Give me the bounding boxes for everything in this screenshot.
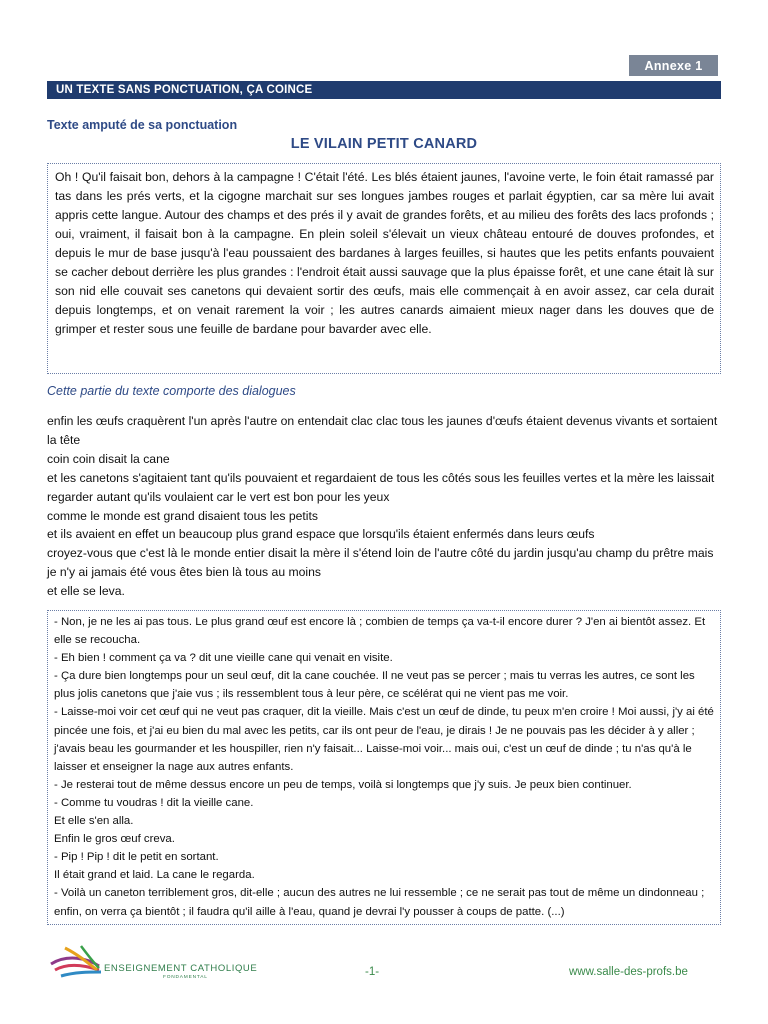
story-title: LE VILAIN PETIT CANARD: [290, 136, 478, 152]
dialogue-line: - Non, je ne les ai pas tous. Le plus grand œuf est encore là ; combien de temps ça va-t-il encore durer ? J'en ai bientôt assez. Et elle se recoucha.: [54, 616, 706, 647]
dialogue-box: [47, 610, 721, 925]
part1-text-box: Oh ! Qu'il faisait bon, dehors à la campagne ! C'était l'été. Les blés étaient jaunes, l'avoine verte, le foin était ramassé par tas dans les prés verts, et la cigogne marchait sur ses longues jambes rouges et parlait égyptien, car sa mère lui avait appris cette langue. Autour des champs et des prés il y avait de grandes forêts, et au milieu des forêts des lacs profonds ; oui, vraiment, il faisait bon à la campagne. En plein soleil s'élevait un vieux château entouré de douves profondes, et depuis le mur de base jusqu'à l'eau poussaient des bardanes à larges feuilles, si hautes que les petits enfants pouvaient se cacher debout derrière les plus grandes : l'endroit était aussi sauvage que la plus épaisse forêt, et une cane était là sur son nid elle couvait ses canetons qui devaient sortir des œufs, mais elle commençait à en avoir assez, car cela durait depuis longtemps, et on venait rarement la voir ; les autres canards aimaient mieux nager dans les douves que de grimper et rester sous une feuille de bardane pour bavarder avec elle.: [47, 163, 721, 374]
dialogue-line: - Ça dure bien longtemps pour un seul œuf, dit la cane couchée. Il ne veut pas se percer ; mais tu verras les autres, ce sont les plus jolis canetons que j'aie vus ; ils ressemblent tous à leur père, ce scélérat qui ne vient pas me voir.: [54, 670, 695, 701]
text-line: croyez-vous que c'est là le monde entier disait la mère il s'étend loin de l'autre côté du jardin jusqu'au champ du prêtre mais je n'y ai jamais été vous êtes bien là tous au moins: [47, 546, 714, 580]
text-line: et elle se leva.: [47, 584, 125, 599]
unpunctuated-text: [47, 412, 721, 601]
dialogue-line: - Eh bien ! comment ça va ? dit une vieille cane qui venait en visite.: [54, 652, 393, 665]
dialogue-line: - Voilà un caneton terriblement gros, dit-elle ; aucun des autres ne lui ressemble ; ce ne serait pas tout de même un dindonneau ; enfin, on verra ça bientôt ; il faudra qu'il aille à l'eau, quand je devrai l'y pousser à coups de patte. (...): [54, 887, 705, 918]
dialogue-line: Et elle s'en alla.: [54, 815, 134, 828]
dialogue-line: Il était grand et laid. La cane le regarda.: [54, 869, 255, 882]
text-line: et les canetons s'agitaient tant qu'ils pouvaient et regardaient de tous les côtés sous les feuilles vertes et la mère les laissait regarder autant qu'ils voulaient car le vert est bon pour les yeux: [47, 470, 715, 504]
text-line: enfin les œufs craquèrent l'un après l'autre on entendait clac clac tous les jaunes d'œufs étaient devenus vivants et sortaient la tête: [47, 414, 718, 447]
annexe-badge: Annexe 1: [629, 55, 718, 76]
logo-text: ENSEIGNEMENT CATHOLIQUE: [104, 963, 258, 974]
website-link[interactable]: www.salle-des-profs.be: [569, 966, 688, 978]
dialogue-line: Enfin le gros œuf creva.: [54, 833, 175, 846]
page-number: -1-: [365, 966, 380, 978]
dialogue-line: - Comme tu voudras ! dit la vieille cane.: [54, 796, 254, 809]
text-line: coin coin disait la cane: [47, 451, 170, 466]
dialogue-line: - Je resterai tout de même dessus encore un peu de temps, voilà si longtemps que j'y suis. Je peux bien continuer.: [54, 778, 632, 791]
section-banner: UN TEXTE SANS PONCTUATION, ÇA COINCE: [47, 81, 721, 99]
logo-subtext: FONDAMENTAL: [163, 975, 208, 980]
text-line: et ils avaient en effet un beaucoup plus grand espace que lorsqu'ils étaient enfermés dans leurs œufs: [47, 527, 595, 542]
part2-label: Cette partie du texte comporte des dialogues: [47, 384, 296, 398]
part1-label: Texte amputé de sa ponctuation: [47, 118, 238, 132]
dialogue-line: - Pip ! Pip ! dit le petit en sortant.: [54, 851, 219, 864]
dialogue-line: - Laisse-moi voir cet œuf qui ne veut pas craquer, dit la vieille. Mais c'est un œuf de dinde, tu peux m'en croire ! Moi aussi, j'y ai été pincée une fois, et j'ai eu bien du mal avec les petits, car ils ont peur de l'eau, je dirais ! Je ne pouvais pas les décider à y aller ; j'avais beau les gourmander et les houspiller, rien n'y faisait... Laisse-moi voir... mais oui, c'est un œuf de dinde ; tu n'as qu'à le laisser et enseigner la nage aux autres enfants.: [54, 706, 714, 773]
text-line: comme le monde est grand disaient tous les petits: [47, 508, 318, 523]
